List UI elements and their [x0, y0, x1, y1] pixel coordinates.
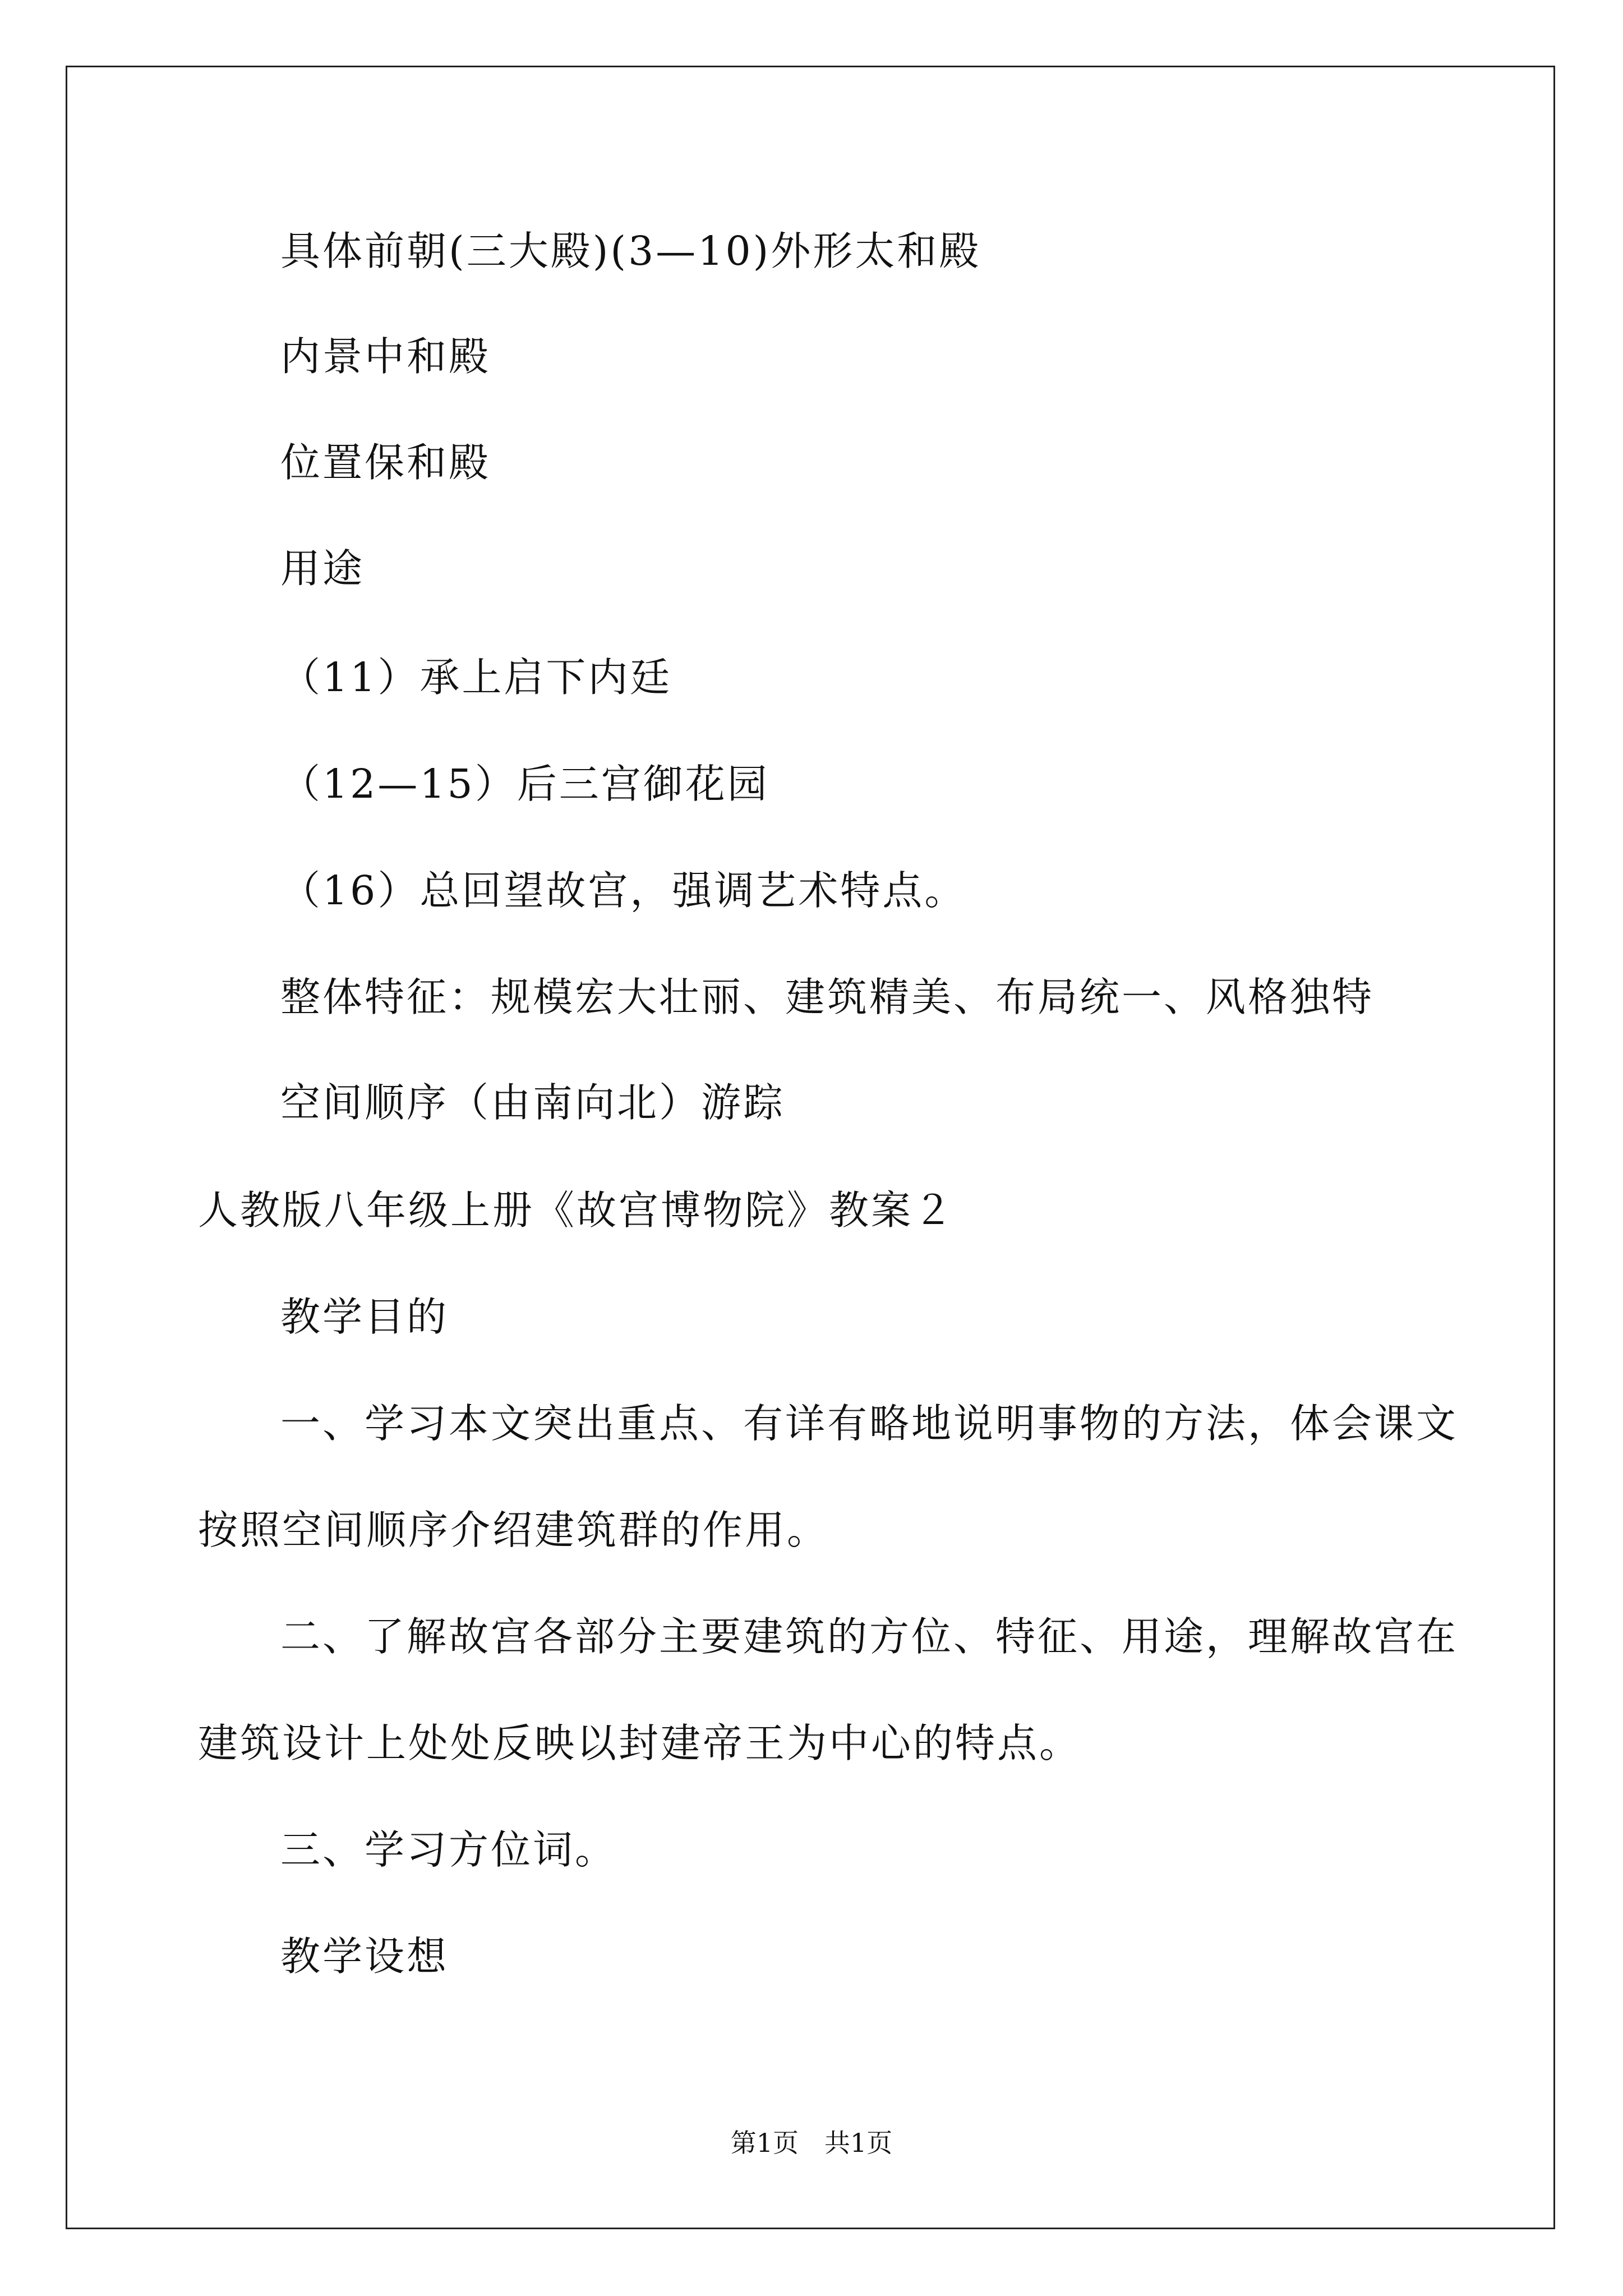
- text-line-overall-features: 整体特征：规模宏大壮丽、建筑精美、布局统一、风格独特: [280, 974, 1375, 1020]
- text-line-rear-palaces: （12—15）后三宫御花园: [280, 761, 769, 807]
- goal-two-line-1: 二、了解故宫各部分主要建筑的方位、特征、用途，理解故宫在: [280, 1613, 1459, 1660]
- page-border: [66, 66, 1555, 2229]
- text-line-usage: 用途: [280, 545, 365, 592]
- subheading-teaching-design: 教学设想: [280, 1933, 449, 1980]
- subheading-teaching-goals: 教学目的: [280, 1294, 449, 1340]
- goal-three: 三、学习方位词。: [280, 1826, 617, 1873]
- text-line-position: 位置保和殿: [280, 439, 491, 486]
- text-line-structure-front-court: 具体前朝(三大殿)(3—10)外形太和殿: [280, 228, 981, 274]
- goal-one-line-2: 按照空间顺序介绍建筑群的作用。: [198, 1507, 829, 1553]
- text-line-inner-court: （11）承上启下内廷: [280, 654, 672, 701]
- section-heading: 人教版八年级上册《故宫博物院》教案２: [198, 1187, 956, 1234]
- text-line-interior: 内景中和殿: [280, 333, 491, 380]
- goal-two-line-2: 建筑设计上处处反映以封建帝王为中心的特点。: [198, 1720, 1082, 1766]
- text-line-spatial-order: 空间顺序（由南向北）游踪: [280, 1079, 786, 1126]
- goal-one-line-1: 一、学习本文突出重点、有详有略地说明事物的方法，体会课文: [280, 1400, 1459, 1447]
- text-line-overview: （16）总回望故宫，强调艺术特点。: [280, 867, 967, 914]
- page-footer: 第1页 共1页: [730, 2128, 893, 2158]
